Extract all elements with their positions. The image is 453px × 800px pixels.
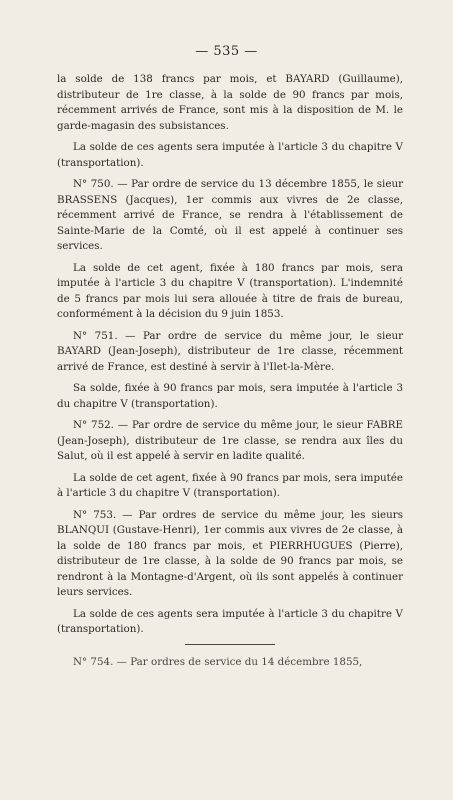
section-divider (185, 644, 275, 645)
paragraph: N° 753. — Par ordres de service du même jour, les sieurs BLANQUI (Gustave-Henri), 1er commis aux vivres de 2e classe, à la solde de 180 francs par mois, et PIERRHUGUES (Pierre), distributeur de 1re classe, à la solde de 90 francs par mois, se rendront à la Montagne-d'Argent, où ils sont appelés à continuer leurs services. (57, 508, 403, 598)
paragraph: la solde de 138 francs par mois, et BAYARD (Guillaume), distributeur de 1re classe, à la solde de 90 francs par mois, récemment arrivés de France, sont mis à la disposition de M. le garde-magasin des subsistances. (57, 73, 403, 132)
body-text (57, 72, 403, 676)
paragraph: La solde de cet agent, fixée à 90 francs par mois, sera imputée à l'article 3 du chapitre V (transportation). (57, 471, 403, 499)
paragraph: N° 751. — Par ordre de service du même jour, le sieur BAYARD (Jean-Joseph), distributeur de 1re classe, récemment arrivé de France, est destiné à servir à l'Ilet-la-Mère. (57, 329, 403, 373)
paragraph: N° 754. — Par ordres de service du 14 décembre 1855, (73, 655, 363, 668)
page-number: — 535 — (195, 44, 258, 59)
paragraph: La solde de ces agents sera imputée à l'article 3 du chapitre V (transportation). (57, 607, 403, 635)
paragraph: N° 750. — Par ordre de service du 13 décembre 1855, le sieur BRASSENS (Jacques), 1er commis aux vivres de 2e classe, récemment arrivé de France, se rendra à l'établissement de Sainte-Marie de la Comté, où il est appelé à continuer ses services. (57, 178, 403, 252)
paragraph: La solde de cet agent, fixée à 180 francs par mois, sera imputée à l'article 3 du chapitre V (transportation). L'indemnité de 5 francs par mois lui sera allouée à titre de frais de bureau, conformément à la décision du 9 juin 1853. (57, 261, 403, 320)
paragraph: N° 752. — Par ordre de service du même jour, le sieur FABRE (Jean-Joseph), distributeur de 1re classe, se rendra aux îles du Salut, où il est appelé à servir en ladite qualité. (57, 419, 403, 462)
paragraph: La solde de ces agents sera imputée à l'article 3 du chapitre V (transportation). (57, 141, 403, 169)
paragraph: Sa solde, fixée à 90 francs par mois, sera imputée à l'article 3 du chapitre V (transportation). (57, 382, 403, 410)
